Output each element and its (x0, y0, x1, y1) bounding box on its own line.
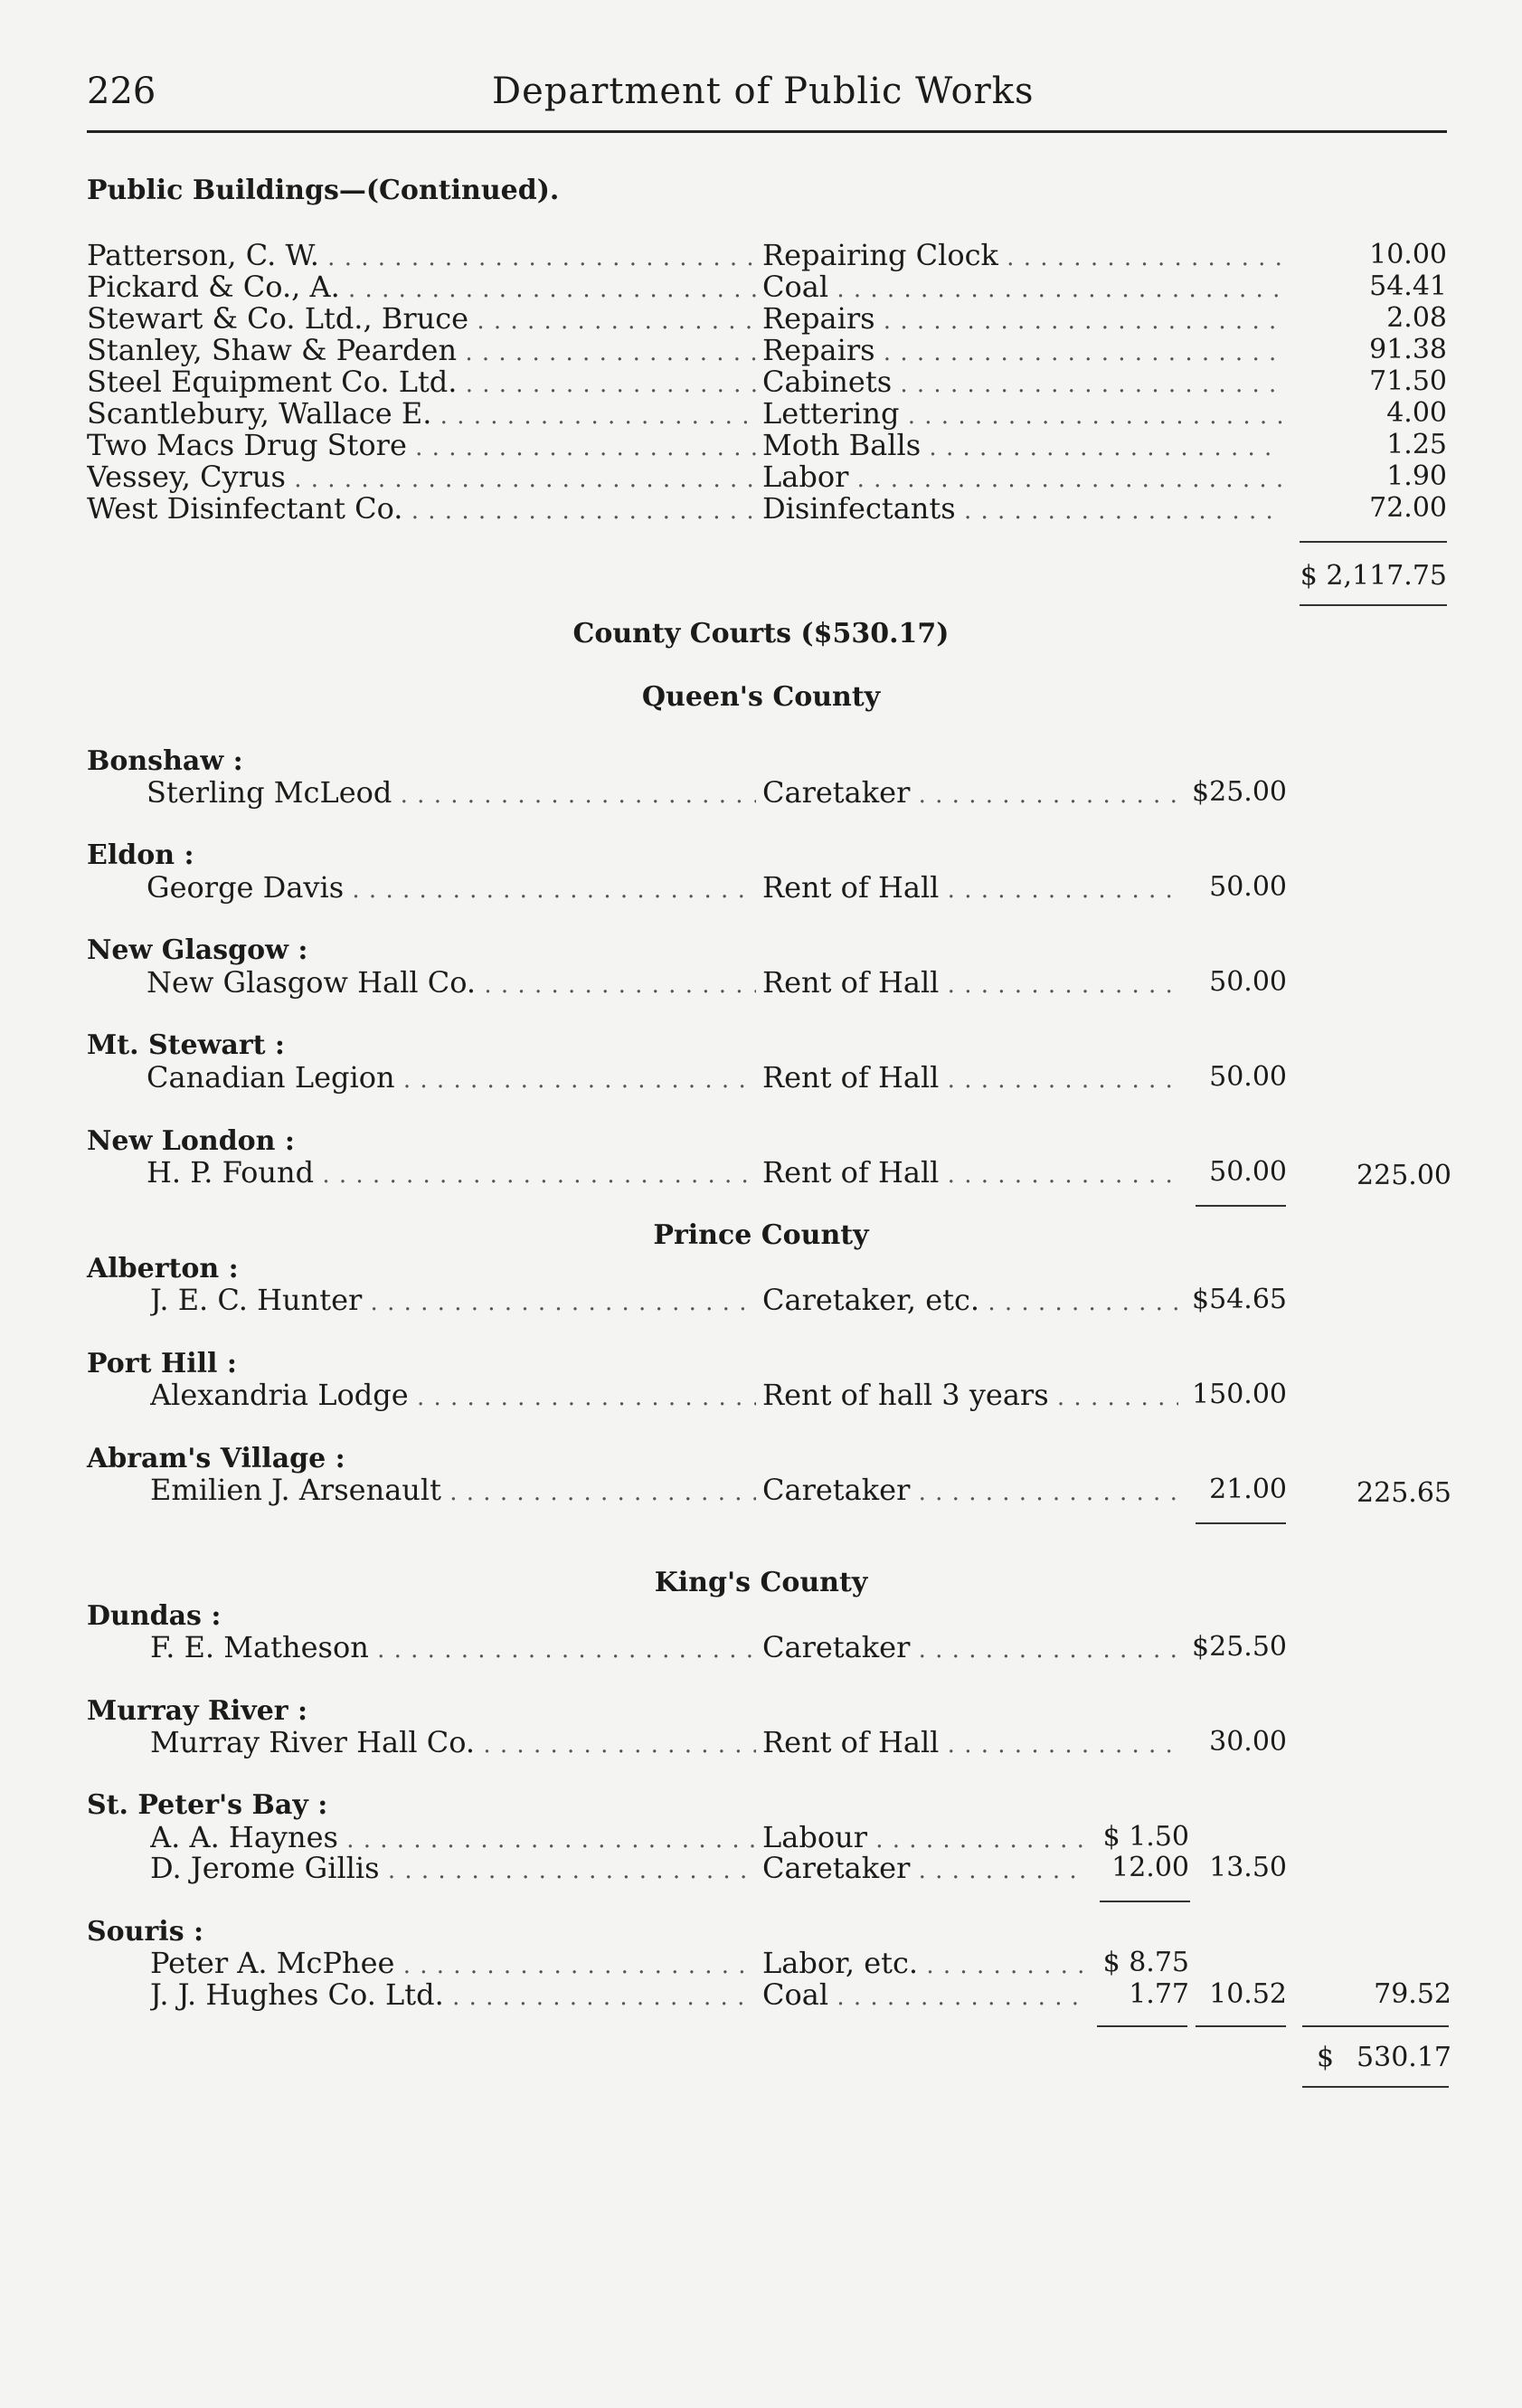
amount: 71.50 (1369, 365, 1447, 397)
amount: 2.08 (1386, 302, 1447, 334)
list-item (0, 1978, 1522, 2011)
header-rule (87, 130, 1447, 133)
amount: 91.38 (1369, 334, 1447, 365)
subheading-prince-county: Prince County (653, 1219, 869, 1251)
list-item (0, 966, 1522, 999)
payee-name: Sterling McLeod . . . (147, 776, 756, 811)
subtotal-rule (1100, 1901, 1190, 1902)
payment-item: Caretaker . . . (762, 1631, 1178, 1666)
grand-total-symbol: $ (1317, 2042, 1335, 2073)
place-mt-stewart: Mt. Stewart : (87, 1029, 286, 1061)
payment-item: Moth Balls . . . (762, 429, 1282, 464)
amount: 50.00 (1209, 871, 1287, 903)
payment-item: Rent of Hall . . . (762, 871, 1178, 906)
list-item (0, 365, 1522, 398)
payee-name: Vessey, Cyrus . . . (87, 460, 756, 496)
payment-item: Labour . . . (762, 1821, 1083, 1856)
payment-item: Repairing Clock . . . (762, 239, 1282, 274)
list-item (0, 429, 1522, 461)
list-item (0, 1631, 1522, 1664)
amount: 72.00 (1369, 492, 1447, 524)
list-item (0, 776, 1522, 809)
list-item (0, 270, 1522, 303)
list-item (0, 1379, 1522, 1411)
list-item (0, 1284, 1522, 1316)
list-item (0, 397, 1522, 430)
page-title: Department of Public Works (492, 71, 1035, 112)
amount: 50.00 (1209, 1156, 1287, 1188)
amount: 30.00 (1209, 1726, 1287, 1758)
payment-item: Rent of Hall . . . (762, 1726, 1178, 1761)
subtotal-rule (1196, 1205, 1286, 1207)
payee-name: West Disinfectant Co. . . . (87, 492, 756, 527)
kings-county-total: 79.52 (1374, 1978, 1451, 2010)
amount: 150.00 (1192, 1379, 1287, 1410)
payment-item: Caretaker . . . (762, 776, 1178, 811)
place-abrams-village: Abram's Village : (87, 1443, 345, 1474)
total-rule (1300, 604, 1447, 606)
list-item (0, 492, 1522, 525)
payment-item: Coal . . . (762, 1978, 1083, 2014)
list-item (0, 1061, 1522, 1094)
payment-item: Rent of Hall . . . (762, 966, 1178, 1001)
subheading-kings-county: King's County (654, 1567, 868, 1598)
page-number: 226 (87, 71, 156, 112)
place-port-hill: Port Hill : (87, 1348, 237, 1379)
payee-name: J. J. Hughes Co. Ltd. . . . (150, 1978, 756, 2014)
place-dundas: Dundas : (87, 1600, 222, 1632)
amount: 4.00 (1386, 397, 1447, 429)
list-item (0, 1474, 1522, 1506)
payee-name: Peter A. McPhee . . . (150, 1947, 756, 1982)
payment-item: Lettering . . . (762, 397, 1282, 432)
souris-amount: 10.52 (1209, 1978, 1287, 2010)
list-item (0, 1821, 1522, 1853)
payee-name: Scantlebury, Wallace E. . . . (87, 397, 756, 432)
amount: $25.50 (1192, 1631, 1287, 1663)
place-souris: Souris : (87, 1916, 204, 1948)
payee-name: F. E. Matheson . . . (150, 1631, 756, 1666)
amount: 50.00 (1209, 966, 1287, 998)
amount: 10.00 (1369, 239, 1447, 270)
sub-amount: $ 8.75 (1102, 1947, 1189, 1978)
list-item (0, 302, 1522, 335)
list-item (0, 1726, 1522, 1759)
list-item (0, 239, 1522, 271)
payee-name: D. Jerome Gillis . . . (150, 1852, 756, 1887)
amount: $54.65 (1192, 1284, 1287, 1315)
payment-item: Labor . . . (762, 460, 1282, 496)
payment-item: Labor, etc. . . . (762, 1947, 1083, 1982)
place-bonshaw: Bonshaw : (87, 745, 243, 777)
payment-item: Cabinets . . . (762, 365, 1282, 401)
payment-item: Repairs . . . (762, 334, 1282, 369)
prince-county-total: 225.65 (1357, 1477, 1451, 1509)
amount: 1.25 (1386, 429, 1447, 460)
payee-name: New Glasgow Hall Co. . . . (147, 966, 756, 1001)
payee-name: Stanley, Shaw & Pearden . . . (87, 334, 756, 369)
list-item (0, 1852, 1522, 1884)
payee-name: A. A. Haynes . . . (150, 1821, 756, 1856)
public-buildings-total: $ 2,117.75 (1300, 560, 1447, 592)
subheading-queens-county: Queen's County (641, 681, 881, 713)
payee-name: Murray River Hall Co. . . . (150, 1726, 756, 1761)
amount: 1.90 (1386, 460, 1447, 492)
subtotal-rule (1097, 2025, 1187, 2027)
list-item (0, 1947, 1522, 1979)
queens-county-total: 225.00 (1357, 1160, 1451, 1191)
payment-item: Caretaker, etc. . . . (762, 1284, 1178, 1319)
st-peters-bay-amount: 13.50 (1209, 1852, 1287, 1883)
grand-total: 530.17 (1357, 2042, 1451, 2073)
amount: 54.41 (1369, 270, 1447, 302)
payee-name: Canadian Legion . . . (147, 1061, 756, 1096)
payee-name: Emilien J. Arsenault . . . (150, 1474, 756, 1509)
payee-name: Alexandria Lodge . . . (150, 1379, 756, 1414)
page-header (87, 71, 1447, 116)
list-item (0, 460, 1522, 493)
place-eldon: Eldon : (87, 839, 194, 871)
payee-name: Stewart & Co. Ltd., Bruce . . . (87, 302, 756, 337)
amount: $25.00 (1192, 776, 1287, 808)
place-alberton: Alberton : (87, 1253, 239, 1285)
sub-amount: $ 1.50 (1102, 1821, 1189, 1853)
section-heading-county-courts: County Courts ($530.17) (572, 618, 950, 649)
subtotal-rule (1196, 2025, 1286, 2027)
payment-item: Disinfectants . . . (762, 492, 1282, 527)
list-item (0, 1156, 1522, 1189)
subtotal-rule (1302, 2025, 1449, 2027)
section-heading-public-buildings: Public Buildings—(Continued). (87, 175, 560, 206)
sub-amount: 1.77 (1129, 1978, 1189, 2010)
place-new-glasgow: New Glasgow : (87, 934, 308, 966)
payment-item: Caretaker . . . (762, 1474, 1178, 1509)
payee-name: George Davis . . . (147, 871, 756, 906)
payment-item: Rent of Hall . . . (762, 1061, 1178, 1096)
place-st-peters-bay: St. Peter's Bay : (87, 1789, 328, 1821)
payment-item: Rent of hall 3 years . . . (762, 1379, 1178, 1414)
list-item (0, 871, 1522, 904)
payee-name: Two Macs Drug Store . . . (87, 429, 756, 464)
payee-name: Patterson, C. W. . . . (87, 239, 756, 274)
payee-name: J. E. C. Hunter . . . (150, 1284, 756, 1319)
payment-item: Repairs . . . (762, 302, 1282, 337)
payment-item: Coal . . . (762, 270, 1282, 306)
place-new-london: New London : (87, 1125, 296, 1157)
sub-amount: 12.00 (1111, 1852, 1189, 1883)
payee-name: Pickard & Co., A. . . . (87, 270, 756, 306)
amount: 21.00 (1209, 1474, 1287, 1505)
subtotal-rule (1300, 541, 1447, 543)
payee-name: Steel Equipment Co. Ltd. . . . (87, 365, 756, 401)
payment-item: Rent of Hall . . . (762, 1156, 1178, 1191)
list-item (0, 334, 1522, 366)
payment-item: Caretaker . . . (762, 1852, 1083, 1887)
subtotal-rule (1196, 1522, 1286, 1524)
total-rule (1302, 2086, 1449, 2088)
payee-name: H. P. Found . . . (147, 1156, 756, 1191)
amount: 50.00 (1209, 1061, 1287, 1093)
place-murray-river: Murray River : (87, 1695, 308, 1727)
